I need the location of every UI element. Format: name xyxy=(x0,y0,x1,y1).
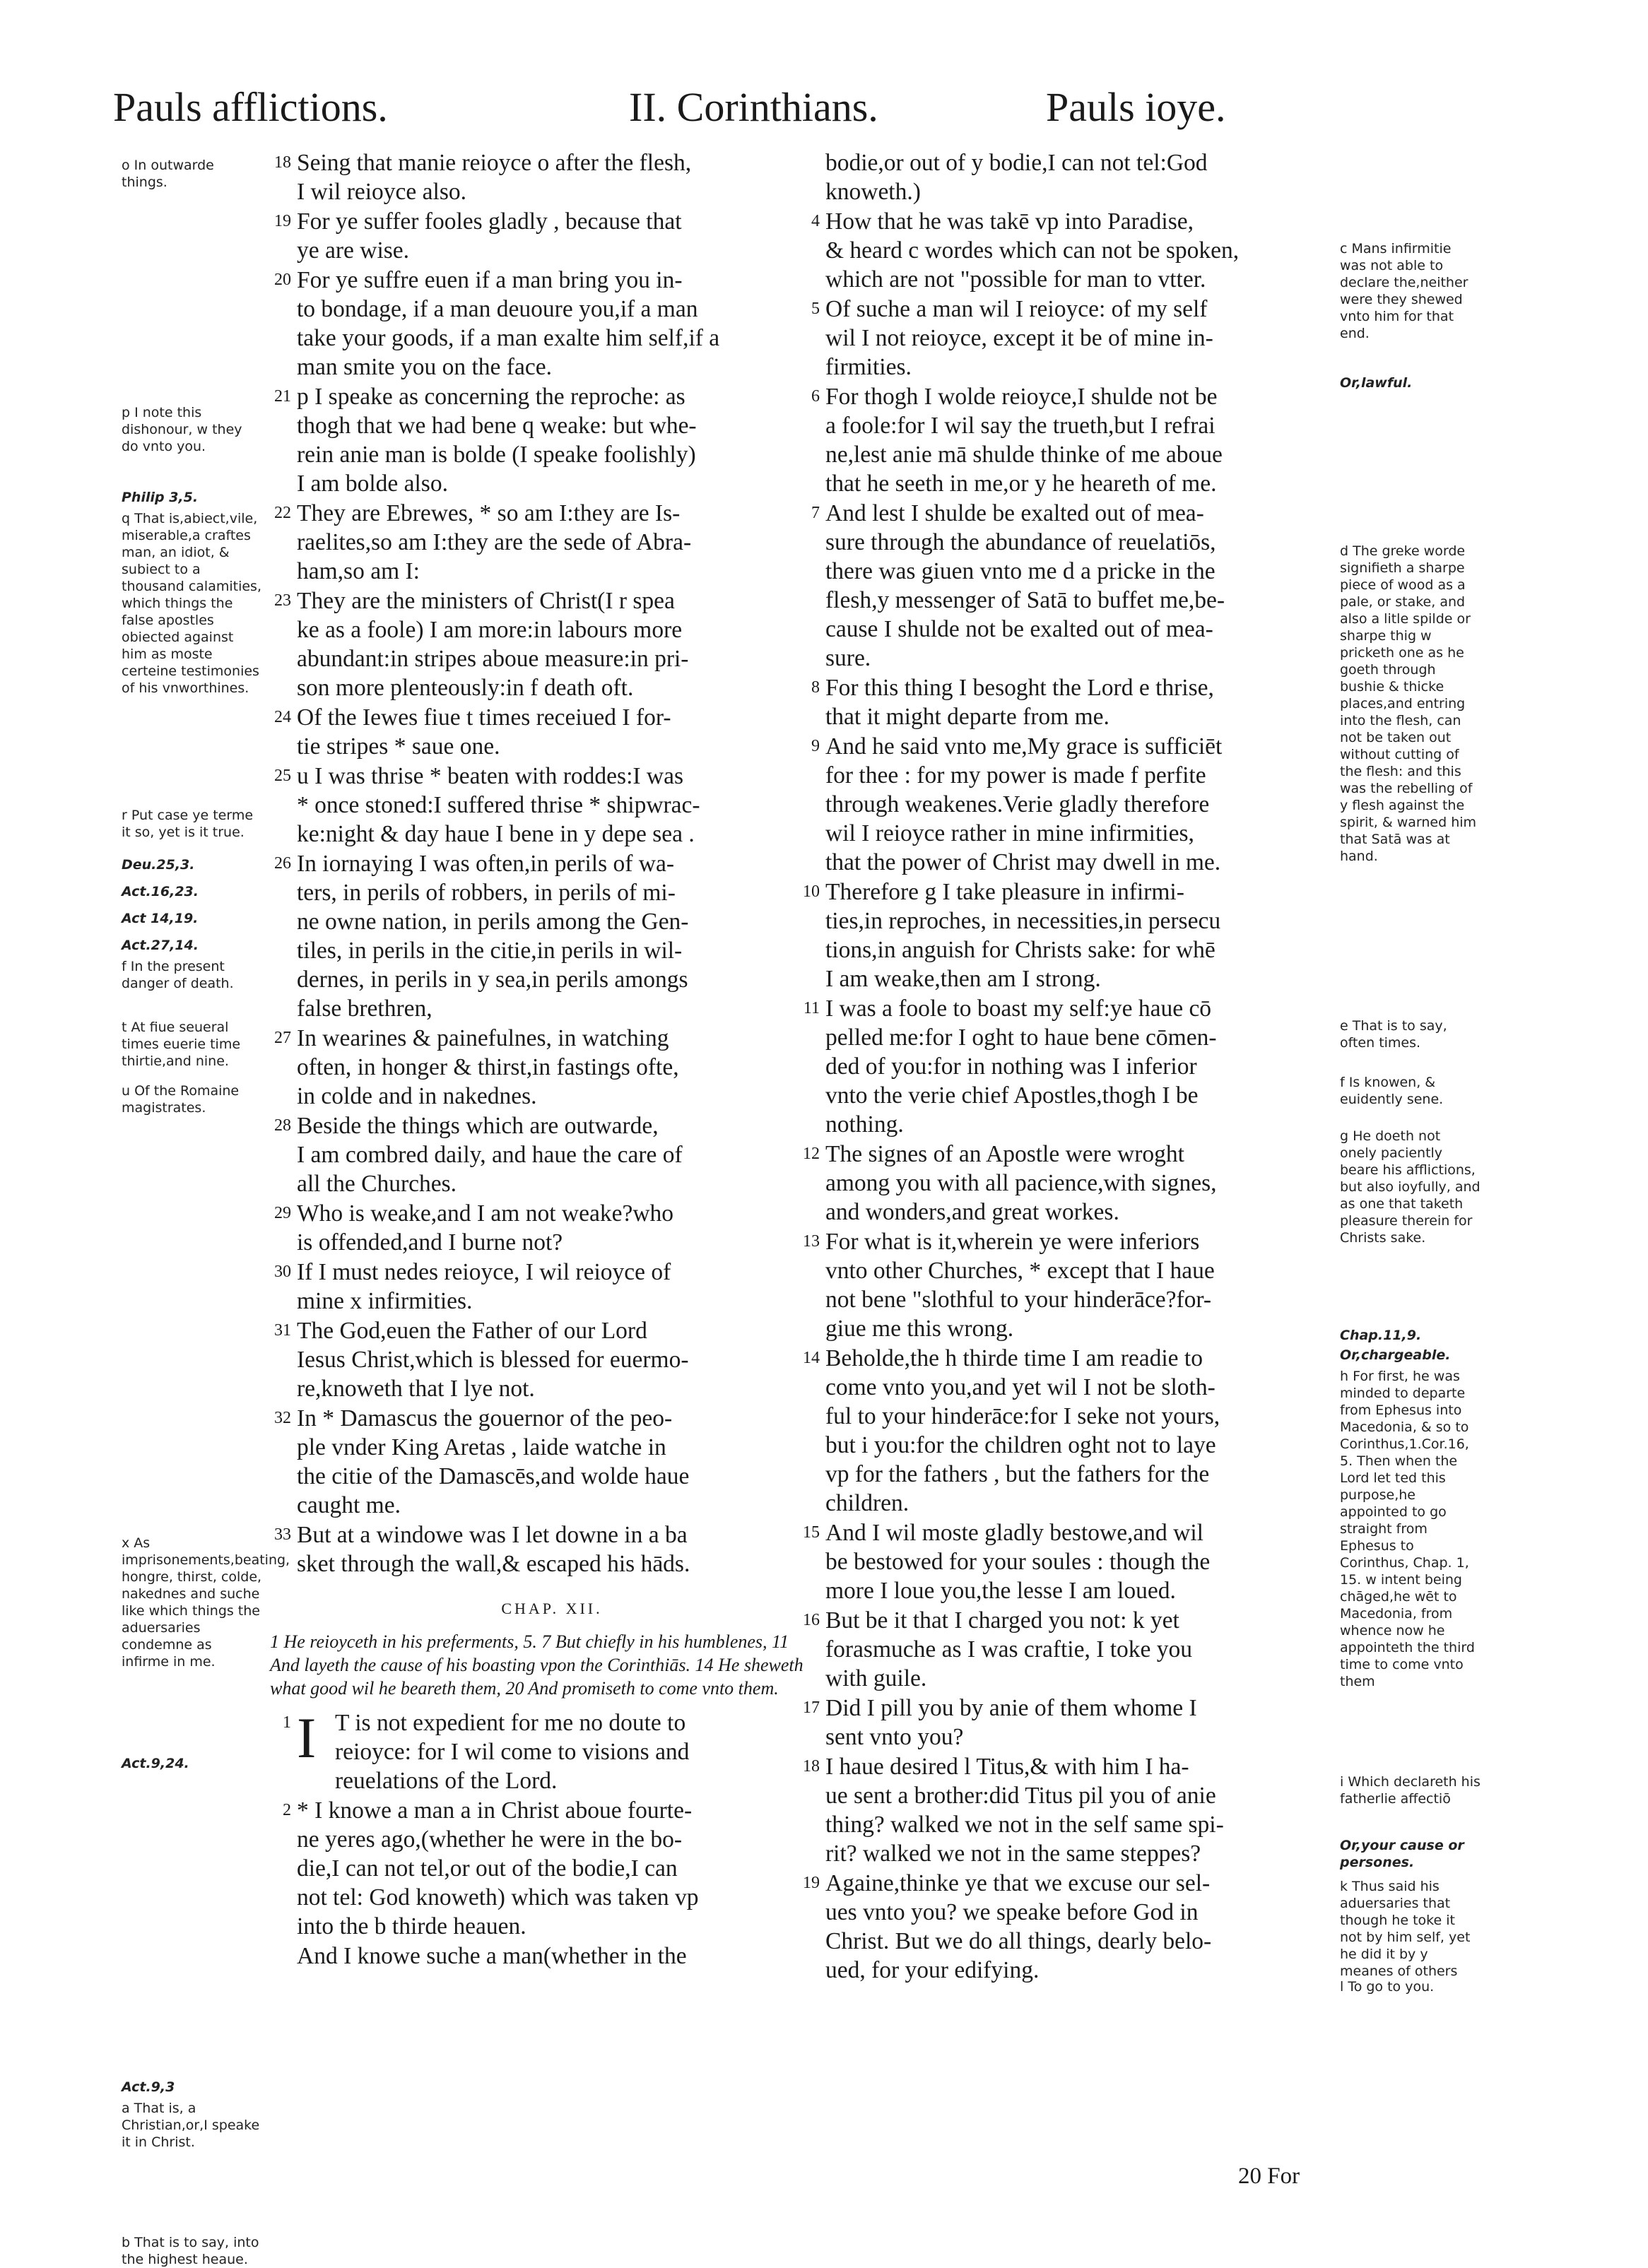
margin-note: d The greke worde signifieth a sharpe piece of wood as a pale, or stake, and also a litle spilde or sharpe thig w pricketh one as he goeth through bushie & thicke places,and entring into the flesh, can not be taken out without cutting of the flesh: and this was the rebelling of y flesh against the spirit, & warned him that Satā was at hand. xyxy=(1340,543,1477,864)
verse-number: 25 xyxy=(274,767,291,785)
verse-text: In * Damascus the gouernor of the peo- ple vnder King Aretas , laide watche in the citie of the Damascēs,and wolde haue caught me. xyxy=(297,1405,690,1518)
verse xyxy=(256,1024,807,1111)
right-margin-notes xyxy=(1340,240,1481,2148)
margin-note: t At fiue seueral times euerie time thirtie,and nine. xyxy=(122,1020,241,1069)
verse-text: For this thing I besoght the Lord e thrise, that it might departe from me. xyxy=(825,675,1214,730)
verse xyxy=(256,1796,807,1941)
verse-number: 18 xyxy=(803,1757,820,1776)
verse xyxy=(784,1344,1343,1518)
verse-text: The signes of an Apostle were wroght among you with all pacience,with signes, and wonders,and great workes. xyxy=(825,1141,1217,1225)
verse xyxy=(256,1258,807,1316)
verse xyxy=(256,499,807,586)
verse-text: In wearines & painefulnes, in watching often, in honger & thirst,in fastings ofte, in colde and in nakednes. xyxy=(297,1025,679,1109)
catchword: 20 For xyxy=(1238,2163,1300,2189)
verse-number: 4 xyxy=(811,212,820,230)
verse xyxy=(784,499,1343,673)
margin-note: o In outwarde things. xyxy=(122,158,214,190)
margin-note: g He doeth not onely paciently beare his afflictions, but also ioyfully, and as one that taketh pleasure therein for Christs sake. xyxy=(1340,1128,1481,1246)
margin-note: c Mans infirmitie was not able to declare the,neither were they shewed vnto him for that end. xyxy=(1340,241,1469,341)
verse xyxy=(784,1227,1343,1343)
verse xyxy=(784,1606,1343,1693)
verse-text: Beside the things which are outwarde, I am combred daily, and haue the care of all the Churches. xyxy=(297,1113,683,1197)
verse-text: And I knowe suche a man(whether in the xyxy=(297,1943,687,1969)
verse-text: And I wil moste gladly bestowe,and wil be bestowed for your soules : though the more I loue you,the lesse I am loued. xyxy=(825,1520,1211,1604)
verse-number: 1 xyxy=(283,1713,291,1732)
verse-text: For ye suffre euen if a man bring you in- to bondage, if a man deuoure you,if a man take your goods, if a man exalte him self,if a man smite you on the face. xyxy=(297,267,720,380)
verse-number: 14 xyxy=(803,1349,820,1367)
verse-text: For what is it,wherein ye were inferiors vnto other Churches, * except that I haue not bene "slothful to your hinderāce?for- giue me this wrong. xyxy=(825,1229,1215,1342)
verse-number: 19 xyxy=(803,1874,820,1892)
verse xyxy=(784,1752,1343,1868)
verse-text: I was a foole to boast my self:ye haue cō pelled me:for I oght to haue bene cōmen- ded of you:for in nothing was I inferior vnto the verie chief Apostles,thogh I be nothing. xyxy=(825,996,1217,1138)
verse-number: 26 xyxy=(274,854,291,873)
verse-text: Of suche a man wil I reioyce: of my self wil I not reioyce, except it be of mine in- firmities. xyxy=(825,296,1213,380)
running-title-left: Pauls afflictions. xyxy=(113,84,388,130)
verse-text: I haue desired l Titus,& with him I ha- ue sent a brother:did Titus pil you of anie thing? walked we not in the self same spi- rit? walked we not in the same steppes? xyxy=(825,1754,1224,1867)
margin-note: Or,chargeable. xyxy=(1340,1347,1451,1363)
running-title-right: Pauls ioye. xyxy=(1046,84,1226,130)
margin-note: x As imprisonements,beating, hongre, thirst, colde, nakednes and suche like which things the aduersaries condemne as infirme in me. xyxy=(122,1535,290,1670)
verse-number: 23 xyxy=(274,591,291,610)
verse-number: 2 xyxy=(283,1801,291,1819)
verse xyxy=(784,1140,1343,1227)
margin-note: Or,your cause or persones. xyxy=(1340,1838,1464,1870)
verse-text: For ye suffer fooles gladly , because that ye are wise. xyxy=(297,208,682,264)
verse-number: 19 xyxy=(274,212,291,230)
verse-text: The God,euen the Father of our Lord Iesus Christ,which is blessed for euermo- re,knoweth that I lye not. xyxy=(297,1318,689,1402)
margin-note: Act 14,19. xyxy=(122,911,199,926)
verse-text: Beholde,the h thirde time I am readie to come vnto you,and yet wil I not be sloth- ful to your hinderāce:for I seke not yours, but i you:for the children oght not to laye vp for the fathers , but the fathers for the children. xyxy=(825,1345,1220,1516)
verse-number: 28 xyxy=(274,1116,291,1135)
verse-number: 9 xyxy=(811,737,820,755)
verse xyxy=(256,266,807,382)
verse xyxy=(256,762,807,849)
verse-text: And lest I shulde be exalted out of mea- sure through the abundance of reuelatiōs, there was giuen vnto me d a pricke in the flesh,y messenger of Satā to buffet me,be- cause I shulde not be exalted out of mea- sure. xyxy=(825,500,1225,671)
verse-text: But at a windowe was I let downe in a ba sket through the wall,& escaped his hāds. xyxy=(297,1522,690,1577)
verse-number: 6 xyxy=(811,387,820,406)
margin-note: Act.27,14. xyxy=(122,938,199,953)
verse-number: 33 xyxy=(274,1525,291,1544)
verse-text: Of the Iewes fiue t times receiued I for- tie stripes * saue one. xyxy=(297,704,671,760)
margin-note: k Thus said his aduersaries that though he toke it not by him self, yet he did it by y meanes of others xyxy=(1340,1879,1471,1979)
margin-note: Philip 3,5. xyxy=(122,490,199,505)
verse-number: 24 xyxy=(274,708,291,726)
verse-text: And he said vnto me,My grace is sufficiēt for thee : for my power is made f perfite through weakenes.Verie gladly therefore wil I reioyce rather in mine infirmities, that the power of Christ may dwell in me. xyxy=(825,733,1223,875)
verse-text: For thogh I wolde reioyce,I shulde not be a foole:for I wil say the trueth,but I refrai ne,lest anie mā shulde thinke of me aboue that he seeth in me,or y he heareth of me. xyxy=(825,384,1223,497)
verse-text: Did I pill you by anie of them whome I sent vnto you? xyxy=(825,1695,1197,1750)
margin-note: Chap.11,9. xyxy=(1340,1328,1422,1343)
verse-number: 13 xyxy=(803,1232,820,1251)
margin-note: Or,lawful. xyxy=(1340,375,1413,391)
verse-text: In iornaying I was often,in perils of wa- ters, in perils of robbers, in perils of mi- ne owne nation, in perils among the Gen- tiles, in perils in the citie,in perils in wil- dernes, in perils in y sea,in perils amongs false brethren, xyxy=(297,851,689,1022)
text-column-right xyxy=(784,148,1343,1985)
verse-text: p I speake as concerning the reproche: as thogh that we had bene q weake: but whe- rein anie man is bolde (I speake foolishly) I am bolde also. xyxy=(297,384,697,497)
verse-number: 5 xyxy=(811,300,820,318)
verse xyxy=(256,703,807,761)
verse xyxy=(784,878,1343,993)
verse xyxy=(256,382,807,498)
verse-text: Againe,thinke ye that we excuse our sel- ues vnto you? we speake before God in Christ. But we do all things, dearly belo- ued, for your edifying. xyxy=(825,1870,1212,1983)
verse xyxy=(784,382,1343,498)
margin-note: b That is to say, into the highest heaue. xyxy=(122,2235,259,2267)
verse-number: 31 xyxy=(274,1321,291,1340)
margin-note: u Of the Romaine magistrates. xyxy=(122,1083,240,1116)
verse-number: 20 xyxy=(274,271,291,289)
chapter-heading: CHAP. XII. xyxy=(501,1600,603,1617)
verse-text: Seing that manie reioyce o after the flesh, I wil reioyce also. xyxy=(297,150,692,205)
verse xyxy=(256,207,807,265)
verse-text: How that he was takē vp into Paradise, & heard c wordes which can not be spoken, which are not "possible for man to vtter. xyxy=(825,208,1240,293)
verse-text: Therefore g I take pleasure in infirmi- ties,in reproches, in necessities,in persecu tions,in anguish for Christs sake: for whē I am weake,then am I strong. xyxy=(825,879,1221,992)
verse-number: 27 xyxy=(274,1029,291,1047)
verse xyxy=(784,994,1343,1139)
verse-number: 30 xyxy=(274,1263,291,1281)
verse-number: 10 xyxy=(803,882,820,901)
verse xyxy=(256,148,807,206)
drop-cap: I xyxy=(297,1706,317,1770)
margin-note: q That is,abiect,vile, miserable,a craftes man, an idiot, & subiect to a thousand calamities, which things the false apostles obiected against him as moste certeine testimonies of his vnworthines. xyxy=(122,511,261,696)
verse xyxy=(784,1869,1343,1985)
verse-number: 11 xyxy=(803,999,820,1017)
verse-text: T is not expedient for me no doute to reioyce: for I wil come to visions and reuelations of the Lord. xyxy=(335,1710,690,1794)
verse xyxy=(784,1518,1343,1605)
verse-number: 17 xyxy=(803,1699,820,1717)
verse xyxy=(784,673,1343,731)
margin-note: l To go to you. xyxy=(1340,1979,1435,1995)
verse xyxy=(784,1694,1343,1752)
margin-note: f Is knowen, & euidently sene. xyxy=(1340,1075,1444,1107)
verse-text: * I knowe a man a in Christ aboue fourte- ne yeres ago,(whether he were in the bo- die,I can not tel,or out of the bodie,I can not tel: God knoweth) which was taken vp into the b thirde heauen. xyxy=(297,1797,699,1939)
text-column-left xyxy=(256,148,807,1971)
verse-number: 12 xyxy=(803,1145,820,1163)
verse xyxy=(256,1404,807,1520)
margin-note: f In the present danger of death. xyxy=(122,959,234,991)
verse xyxy=(784,207,1343,294)
verse xyxy=(256,849,807,1023)
verse-number: 21 xyxy=(274,387,291,406)
verse-number: 32 xyxy=(274,1409,291,1427)
margin-note: i Which declareth his fatherlie affectiō xyxy=(1340,1774,1481,1807)
margin-note: Deu.25,3. xyxy=(122,857,195,873)
verse xyxy=(256,1520,807,1578)
margin-note: Act.16,23. xyxy=(122,884,199,899)
verse-text: They are Ebrewes, * so am I:they are Is- raelites,so am I:they are the sede of Abra- ham,so am I: xyxy=(297,500,692,584)
verse xyxy=(256,1199,807,1257)
verse xyxy=(256,1942,807,1971)
verse-number: 18 xyxy=(274,153,291,172)
verse-text: Who is weake,and I am not weake?who is offended,and I burne not? xyxy=(297,1200,674,1256)
running-title-center: II. Corinthians. xyxy=(629,84,878,130)
margin-note: Act.9,24. xyxy=(122,1756,189,1771)
verse-number: 15 xyxy=(803,1523,820,1542)
verse-number: 22 xyxy=(274,504,291,522)
verse xyxy=(256,586,807,702)
verse xyxy=(256,1708,807,1795)
verse xyxy=(784,295,1343,382)
verse xyxy=(256,1316,807,1403)
margin-note: r Put case ye terme it so, yet is it true. xyxy=(122,808,254,840)
margin-note: a That is, a Christian,or,I speake it in Christ. xyxy=(122,2101,260,2150)
margin-note: Act.9,3 xyxy=(122,2079,175,2095)
verse-number: 16 xyxy=(803,1611,820,1629)
page-header xyxy=(113,83,1286,154)
chapter-argument: 1 He reioyceth in his preferments, 5. 7 But chiefly in his humblenes, 11 And layeth the cause of his boasting vpon the Corinthiās. 14 He sheweth what good wil he beareth them, 20 And promiseth to come vnto them. xyxy=(270,1631,804,1699)
verse-number: 8 xyxy=(811,678,820,697)
margin-note: p I note this dishonour, w they do vnto you. xyxy=(122,405,242,454)
verse-number: 29 xyxy=(274,1204,291,1222)
verse-text: But be it that I charged you not: k yet forasmuche as I was craftie, I toke you with guile. xyxy=(825,1607,1193,1691)
verse xyxy=(256,1111,807,1198)
verse xyxy=(784,732,1343,877)
verse-text: They are the ministers of Christ(I r spea ke as a foole) I am more:in labours more abundant:in stripes aboue measure:in pri- son more plenteously:in f death oft. xyxy=(297,588,689,701)
margin-note: h For first, he was minded to departe from Ephesus into Macedonia, & so to Corinthus,1.Cor.16, 5. Then when the Lord let ted this purpose,he appointed to go straight from Ephesus to Corinthus, Chap. 1, 15. w intent being chāged,he wēt to Macedonia, from whence now he appointeth the third time to come vnto them xyxy=(1340,1369,1475,1689)
margin-note: e That is to say, often times. xyxy=(1340,1018,1447,1051)
verse-text: u I was thrise * beaten with roddes:I was * once stoned:I suffered thrise * shipwrac- ke:night & day haue I bene in y depe sea . xyxy=(297,763,700,847)
verse-text: If I must nedes reioyce, I wil reioyce of mine x infirmities. xyxy=(297,1259,671,1314)
verse-text: bodie,or out of y bodie,I can not tel:God knoweth.) xyxy=(825,150,1208,205)
verse xyxy=(784,148,1343,206)
verse-number: 7 xyxy=(811,504,820,522)
